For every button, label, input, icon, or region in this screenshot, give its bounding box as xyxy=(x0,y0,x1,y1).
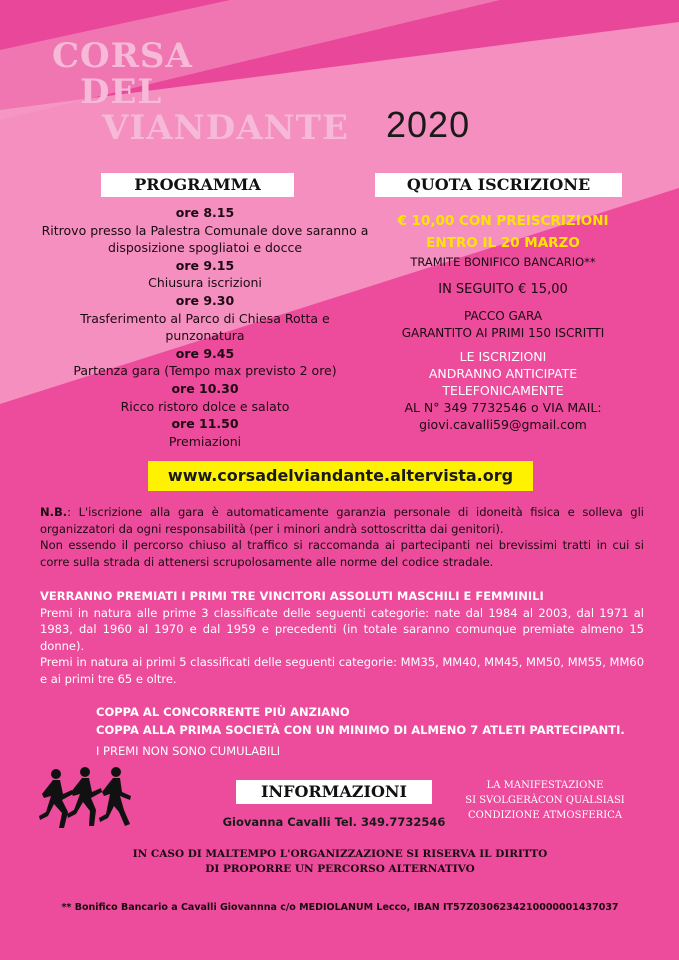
bonifico-note: TRAMITE BONIFICO BANCARIO** xyxy=(410,255,596,269)
informazioni-heading: INFORMAZIONI xyxy=(236,780,432,804)
quota-heading: QUOTA ISCRIZIONE xyxy=(375,173,622,197)
premi-heading: VERRANNO PREMIATI I PRIMI TRE VINCITORI ASSOLUTI MASCHILI E FEMMINILI xyxy=(40,589,544,603)
programma-text: Premiazioni xyxy=(168,433,242,449)
title-line-1: CORSA xyxy=(52,36,193,76)
programma-time: ore 9.30 xyxy=(175,292,235,308)
programma-time: ore 8.15 xyxy=(175,205,235,220)
info-contact: Giovanna Cavalli Tel. 349.7732546 xyxy=(222,815,446,829)
manifestazione-line-2: SI SVOLGERÀCON QUALSIASI xyxy=(465,795,625,806)
nb-text-1: : L'iscrizione alla gara è automaticamente garanzia personale di idoneità fisica e solleva gli organizzatori da ogni responsabilità (per i minori andrà sottoscritta dai genitori). xyxy=(40,505,644,536)
programma-time: ore 9.45 xyxy=(175,345,235,361)
maltempo-line-1: IN CASO DI MALTEMPO L'ORGANIZZAZIONE SI RISERVA IL DIRITTO xyxy=(132,848,548,860)
iban-note: ** Bonifico Bancario a Cavalli Giovannna c/o MEDIOLANUM Lecco, IBAN IT57Z0306234210000001437037 xyxy=(61,902,619,913)
title-line-2: DEL xyxy=(80,72,163,112)
pacco-gara-note: GARANTITO AI PRIMI 150 ISCRITTI xyxy=(401,326,605,340)
quota-section xyxy=(372,210,634,433)
programma-item xyxy=(40,257,370,292)
premi-paragraph-1: Premi in natura alle prime 3 classificate delle seguenti categorie: nate dal 1984 al 2003, dal 1971 al 1983, dal 1960 al 1970 e dal 1959 e precedenti (in totale saranno comunque premiate almeno 15 donne). xyxy=(40,605,644,653)
website-link[interactable]: www.corsadelviandante.altervista.org xyxy=(148,461,533,491)
programma-time: ore 9.15 xyxy=(175,257,235,273)
event-year: 2020 xyxy=(386,104,471,145)
later-price: IN SEGUITO € 15,00 xyxy=(438,282,568,297)
title-line-3: VIANDANTE xyxy=(102,108,349,148)
pacco-gara: PACCO GARA xyxy=(463,309,543,323)
programma-item xyxy=(40,415,370,450)
coppe-section xyxy=(96,704,625,739)
programma-item xyxy=(40,292,370,345)
programma-item xyxy=(40,380,370,415)
premi-non-cumulabili: I PREMI NON SONO CUMULABILI xyxy=(96,744,281,758)
preiscrizione-deadline: ENTRO IL 20 MARZO xyxy=(426,235,580,251)
coppa-societa: COPPA ALLA PRIMA SOCIETÀ CON UN MINIMO DI ALMENO 7 ATLETI PARTECIPANTI. xyxy=(96,722,625,737)
coppa-anziano: COPPA AL CONCORRENTE PIÙ ANZIANO xyxy=(96,705,350,719)
programma-text: Trasferimento al Parco di Chiesa Rotta e punzonatura xyxy=(80,310,330,344)
nb-section xyxy=(40,504,644,570)
manifestazione-line-1: LA MANIFESTAZIONE xyxy=(486,780,604,791)
nb-paragraph-1 xyxy=(40,504,644,537)
preiscrizione-price: € 10,00 CON PREISCRIZIONI xyxy=(397,213,609,229)
programma-time: ore 10.30 xyxy=(171,380,239,396)
programma-item xyxy=(40,345,370,380)
manifestazione-line-3: CONDIZIONE ATMOSFERICA xyxy=(467,810,623,821)
runners-icon xyxy=(38,766,134,828)
iscrizioni-line-3: TELEFONICAMENTE xyxy=(442,383,564,398)
iscrizioni-line-1: LE ISCRIZIONI xyxy=(459,349,547,364)
programma-text: Ritrovo presso la Palestra Comunale dove saranno a disposizione spogliatoi e docce xyxy=(41,222,369,256)
premi-section xyxy=(40,588,644,687)
manifestazione-note xyxy=(452,778,638,823)
programma-text: Ricco ristoro dolce e salato xyxy=(120,398,290,414)
maltempo-note xyxy=(100,847,580,877)
nb-label: N.B. xyxy=(40,505,68,519)
programma-heading: PROGRAMMA xyxy=(101,173,294,197)
programma-list xyxy=(40,204,370,450)
premi-paragraph-2: Premi in natura ai primi 5 classificati delle seguenti categorie: MM35, MM40, MM45, MM50, MM55, MM60 e ai primi tre 65 e oltre. xyxy=(40,655,645,686)
nb-paragraph-2: Non essendo il percorso chiuso al traffico si raccomanda ai partecipanti nei brevissimi tratti in cui si corre sulla strada di attenersi scrupolosamente alle norme del codice stradale. xyxy=(40,538,644,569)
programma-time: ore 11.50 xyxy=(171,416,239,432)
programma-text: Partenza gara (Tempo max previsto 2 ore) xyxy=(73,363,337,379)
iscrizioni-line-2: ANDRANNO ANTICIPATE xyxy=(428,366,578,381)
programma-text: Chiusura iscrizioni xyxy=(148,275,262,291)
iscrizioni-tel: AL N° 349 7732546 o VIA MAIL: xyxy=(404,400,602,415)
iscrizioni-email[interactable]: giovi.cavalli59@gmail.com xyxy=(419,417,587,432)
event-title xyxy=(52,38,349,146)
maltempo-line-2: DI PROPORRE UN PERCORSO ALTERNATIVO xyxy=(205,863,475,875)
programma-item xyxy=(40,204,370,257)
